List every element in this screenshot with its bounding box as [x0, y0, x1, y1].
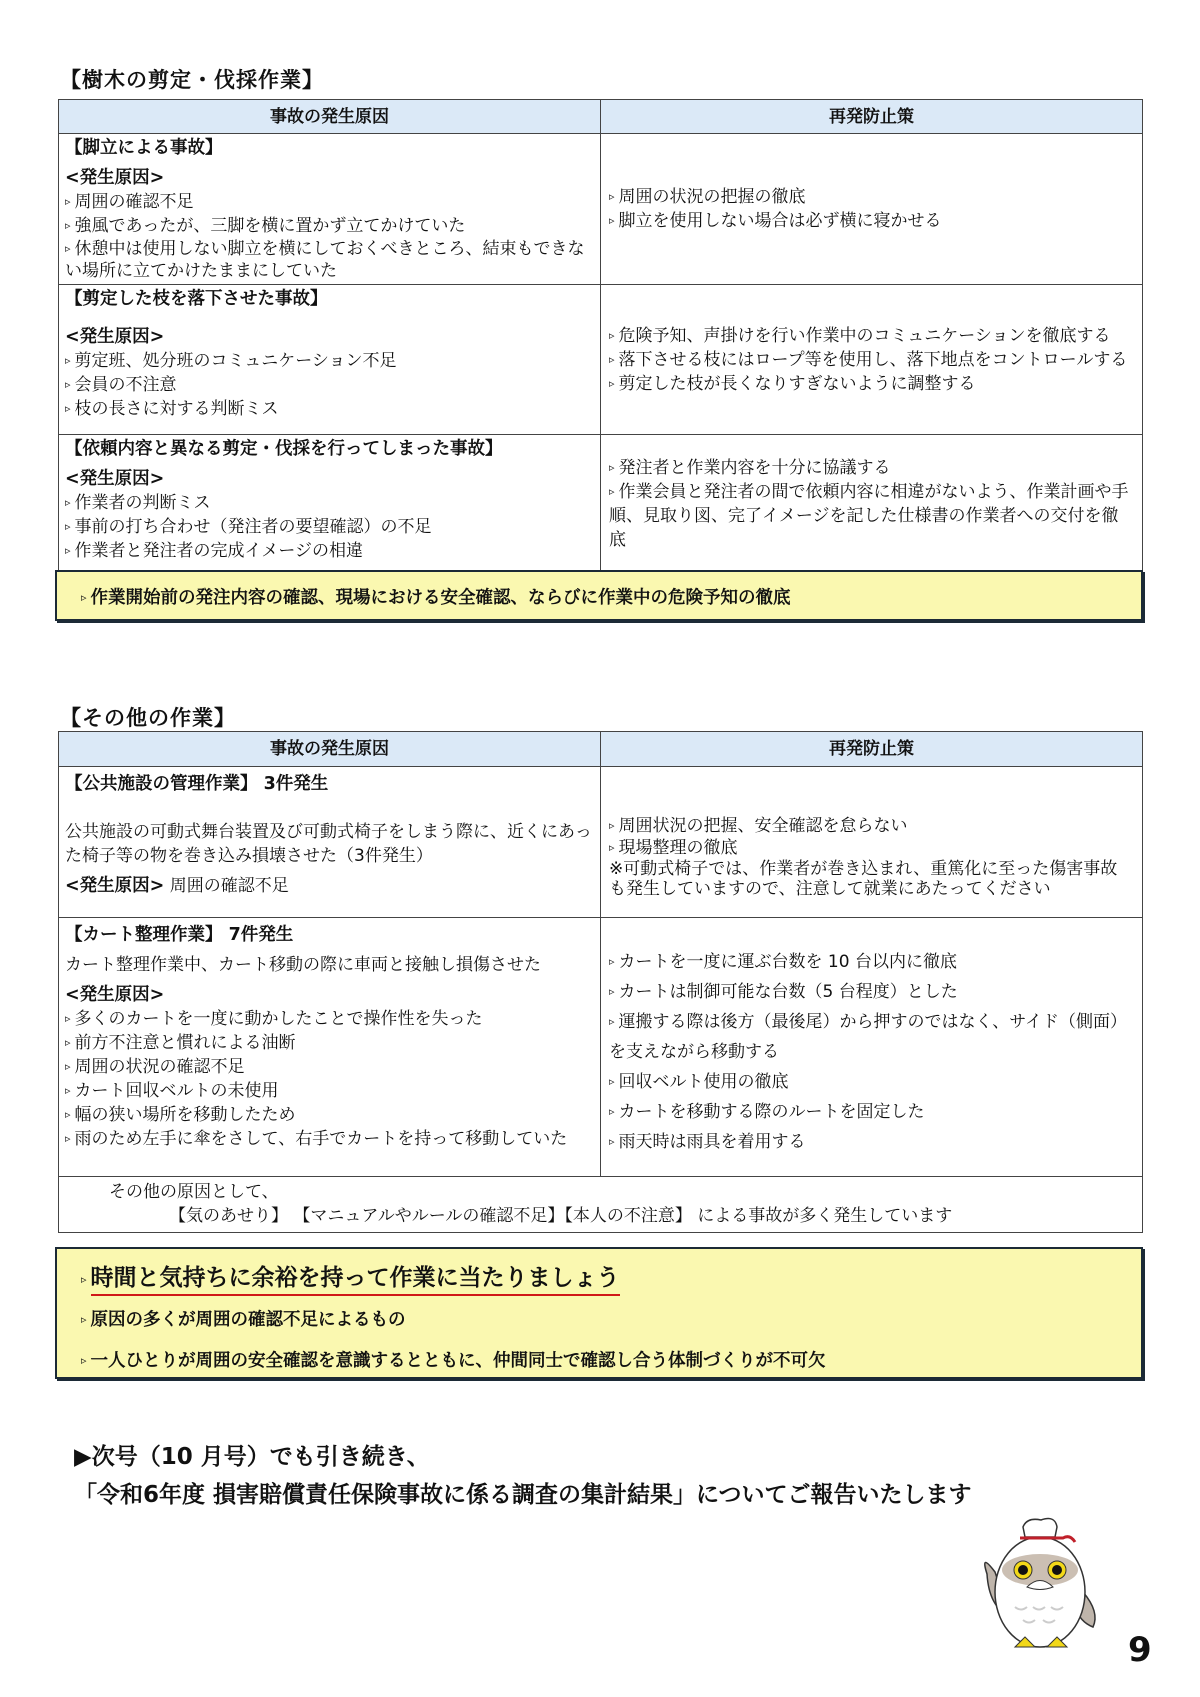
- row-description: カート整理作業中、カート移動の際に車両と接触し損傷させた: [65, 955, 541, 975]
- row-heading: 【依頼内容と異なる剪定・伐採を行ってしまった事故】: [65, 439, 503, 459]
- tree-work-table: [58, 99, 1143, 573]
- measure-item: ▹ 周囲状況の把握、安全確認を怠らない: [609, 815, 1134, 837]
- cause-item: ▹ 事前の打ち合わせ（発注者の要望確認）の不足: [65, 515, 594, 539]
- measure-item: ▹ カートを移動する際のルートを固定した: [609, 1097, 1134, 1127]
- cause-item: ▹ 周囲の状況の確認不足: [65, 1055, 594, 1079]
- measure-item: ▹ 剪定した枝が長くなりすぎないように調整する: [609, 372, 1134, 396]
- measure-item: ▹ 周囲の状況の把握の徹底: [609, 185, 1134, 209]
- measure-item: ▹ 運搬する際は後方（最後尾）から押すのではなく、サイド（側面）を支えながら移動する: [609, 1007, 1134, 1067]
- cause-label: <発生原因>: [65, 469, 165, 489]
- cause-item: ▹ 周囲の確認不足: [65, 190, 594, 214]
- page-number: 9: [1128, 1630, 1152, 1670]
- col-header-cause: 事故の発生原因: [59, 100, 601, 134]
- cause-label: <発生原因>: [65, 327, 165, 347]
- cause-label: <発生原因>: [65, 876, 165, 896]
- col-header-measures: 再発防止策: [601, 100, 1143, 134]
- cause-item: ▹ 休憩中は使用しない脚立を横にしておくべきところ、結束もできない場所に立てかけたままにしていた: [65, 238, 594, 282]
- measure-item: ▹ 発注者と作業内容を十分に協議する: [609, 456, 1134, 480]
- cause-item: ▹ 作業者と発注者の完成イメージの相違: [65, 539, 594, 563]
- cause-item: ▹ 前方不注意と慣れによる油断: [65, 1031, 594, 1055]
- other-work-table: [58, 731, 1143, 1233]
- measure-item: ▹ 雨天時は雨具を着用する: [609, 1127, 1134, 1157]
- cause-item: ▹ 幅の狭い場所を移動したため: [65, 1103, 594, 1127]
- measure-cell: [601, 435, 1143, 573]
- section-title-tree-work: 【樹木の剪定・伐採作業】: [60, 68, 324, 92]
- cause-item: ▹ 作業者の判断ミス: [65, 491, 594, 515]
- row-heading: 【剪定した枝を落下させた事故】: [65, 289, 328, 309]
- cause-item: ▹ 枝の長さに対する判断ミス: [65, 397, 594, 421]
- other-causes-cell: [59, 1177, 1143, 1233]
- measure-cell: [601, 767, 1143, 918]
- measure-item: ▹ カートは制御可能な台数（5 台程度）とした: [609, 977, 1134, 1007]
- cause-cell: [59, 918, 601, 1177]
- cause-cell: [59, 285, 601, 435]
- row-heading: 【公共施設の管理作業】 3件発生: [65, 774, 329, 794]
- measure-item: ▹ カートを一度に運ぶ台数を 10 台以内に徹底: [609, 947, 1134, 977]
- cause-item: 周囲の確認不足: [169, 876, 289, 896]
- measure-item: ▹ 危険予知、声掛けを行い作業中のコミュニケーションを徹底する: [609, 324, 1134, 348]
- owl-mascot-icon: [975, 1512, 1105, 1662]
- summary-line: ▹ 原因の多くが周囲の確認不足によるもの: [57, 1306, 1141, 1331]
- cause-item: ▹ 多くのカートを一度に動かしたことで操作性を失った: [65, 1007, 594, 1031]
- cause-cell: [59, 435, 601, 573]
- next-issue-line-1: ▶次号（10 月号）でも引き続き、: [74, 1444, 430, 1470]
- measure-cell: [601, 134, 1143, 285]
- measure-item: ▹ 現場整理の徹底: [609, 837, 1134, 859]
- summary-line: ▹ 一人ひとりが周囲の安全確認を意識するとともに、仲間同士で確認し合う体制づくりが不可欠: [57, 1347, 1141, 1372]
- next-issue-line-2: 「令和6年度 損害賠償責任保険事故に係る調査の集計結果」についてご報告いたします: [74, 1482, 972, 1508]
- measure-item: ▹ 作業会員と発注者の間で依頼内容に相違がないよう、作業計画や手順、見取り図、完了イメージを記した仕様書の作業者への交付を徹底: [609, 480, 1134, 552]
- cause-item: ▹ 雨のため左手に傘をさして、右手でカートを持って移動していた: [65, 1127, 594, 1151]
- section-title-other-work: 【その他の作業】: [60, 706, 236, 730]
- cause-cell: [59, 767, 601, 918]
- cause-item: ▹ 会員の不注意: [65, 373, 594, 397]
- cause-item: ▹ 剪定班、処分班のコミュニケーション不足: [65, 349, 594, 373]
- cause-label: <発生原因>: [65, 168, 165, 188]
- measure-item: ▹ 落下させる枝にはロープ等を使用し、落下地点をコントロールする: [609, 348, 1134, 372]
- row-description: 公共施設の可動式舞台装置及び可動式椅子をしまう際に、近くにあった椅子等の物を巻き込み損壊させた（3件発生）: [65, 822, 592, 866]
- summary-line: ▹ 作業開始前の発注内容の確認、現場における安全確認、ならびに作業中の危険予知の徹底: [57, 584, 1141, 609]
- cause-item: ▹ カート回収ベルトの未使用: [65, 1079, 594, 1103]
- other-causes-intro: その他の原因として、: [109, 1182, 279, 1202]
- other-causes-list: 【気のあせり】 【マニュアルやルールの確認不足】【本人の不注意】 による事故が多く発生しています: [169, 1206, 953, 1226]
- measure-item: ▹ 脚立を使用しない場合は必ず横に寝かせる: [609, 209, 1134, 233]
- measure-cell: [601, 285, 1143, 435]
- measure-cell: [601, 918, 1143, 1177]
- col-header-cause: 事故の発生原因: [59, 732, 601, 767]
- cause-cell: [59, 134, 601, 285]
- row-heading: 【脚立による事故】: [65, 138, 223, 158]
- cause-label: <発生原因>: [65, 985, 165, 1005]
- measure-item: ▹ 回収ベルト使用の徹底: [609, 1067, 1134, 1097]
- cause-item: ▹ 強風であったが、三脚を横に置かず立てかけていた: [65, 214, 594, 238]
- summary-headline: 時間と気持ちに余裕を持って作業に当たりましょう: [91, 1259, 620, 1296]
- tree-work-summary-box: [55, 570, 1143, 621]
- other-work-summary-box: [55, 1247, 1143, 1379]
- measure-remark: ※可動式椅子では、作業者が巻き込まれ、重篤化に至った傷害事故も発生していますので、注意して就業にあたってください: [609, 859, 1118, 899]
- row-heading: 【カート整理作業】 7件発生: [65, 925, 294, 945]
- col-header-measures: 再発防止策: [601, 732, 1143, 767]
